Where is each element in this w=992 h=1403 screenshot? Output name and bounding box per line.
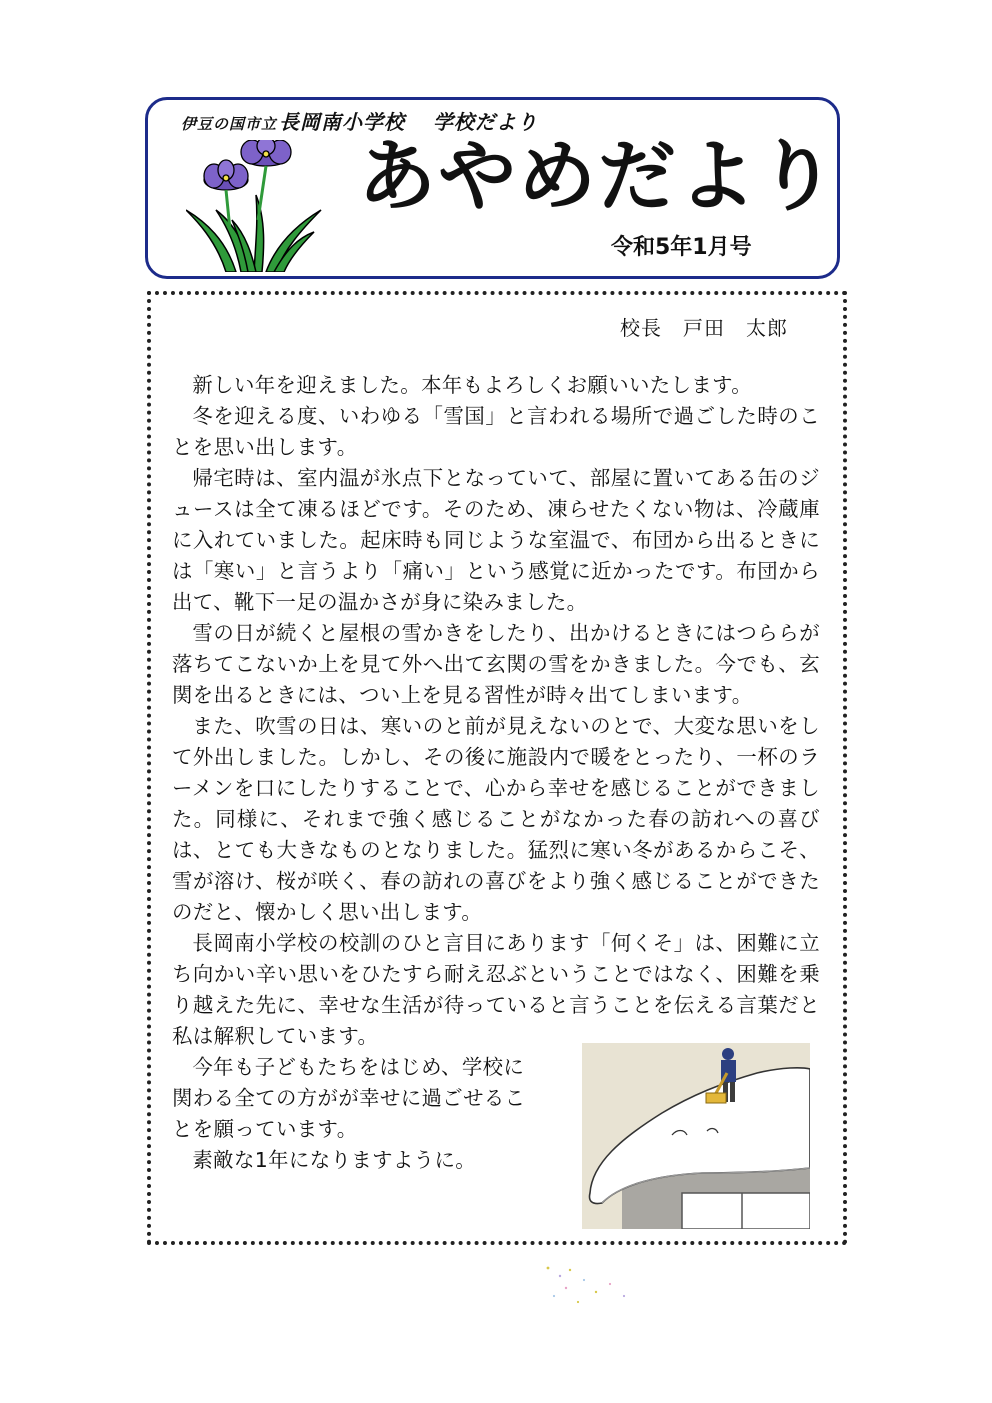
paragraph: 素敵な1年になりますように。 <box>192 1148 477 1172</box>
paragraph: 今年も子どもたちをはじめ、学校に関わる全ての方がが幸せに過ごせることを願っています。 <box>172 1055 526 1141</box>
paragraph: 雪の日が続くと屋根の雪かきをしたり、出かけるときにはつららが落ちてこないか上を見て外へ出て玄関の雪をかきました。今でも、玄関を出るときには、つい上を見る習性が時々出てしまいます。 <box>172 621 820 707</box>
paragraph: 長岡南小学校の校訓のひと言目にあります「何くそ」は、困難に立ち向かい辛い思いをひたすら耐え忍ぶということではなく、困難を乗り越えた先に、幸せな生活が待っていると言うことを伝える言葉だと私は解釈しています。 <box>172 931 820 1048</box>
city-name: 伊豆の国市立 <box>181 115 278 133</box>
school-name: 長岡南小学校 <box>279 110 406 134</box>
paragraph: 冬を迎える度、いわゆる「雪国」と言われる場所で過ごした時のことを思い出します。 <box>172 404 820 459</box>
snow-shoveling-illustration <box>582 1043 810 1229</box>
iris-flower-icon <box>186 140 326 272</box>
newsletter-type: 学校だより <box>433 110 539 134</box>
decorative-sparkles <box>540 1262 640 1312</box>
author-line: 校長 戸田 太郎 <box>620 316 788 340</box>
issue-date: 令和5年1月号 <box>611 235 752 260</box>
paragraph: 新しい年を迎えました。本年もよろしくお願いいたします。 <box>192 373 753 397</box>
newsletter-header <box>145 97 840 279</box>
paragraph: また、吹雪の日は、寒いのと前が見えないのとで、大変な思いをして外出しました。しかし、その後に施設内で暖をとったり、一杯のラーメンを口にしたりすることで、心から幸せを感じることができました。同様に、それまで強く感じることがなかった春の訪れへの喜びは、とても大きなものとなりました。猛烈に寒い冬があるからこそ、雪が溶け、桜が咲く、春の訪れの喜びをより強く感じることができたのだと、懐かしく思い出します。 <box>172 714 820 924</box>
article-body <box>172 370 820 1052</box>
closing-text <box>172 1052 532 1176</box>
school-name-line <box>181 106 538 135</box>
masthead-title: あやめだより <box>358 132 839 222</box>
paragraph: 帰宅時は、室内温が氷点下となっていて、部屋に置いてある缶のジュースは全て凍るほどです。そのため、凍らせたくない物は、冷蔵庫に入れていました。起床時も同じような室温で、布団から出るときには「寒い」と言うより「痛い」という感覚に近かったです。布団から出て、靴下一足の温かさが身に染みました。 <box>172 466 820 614</box>
